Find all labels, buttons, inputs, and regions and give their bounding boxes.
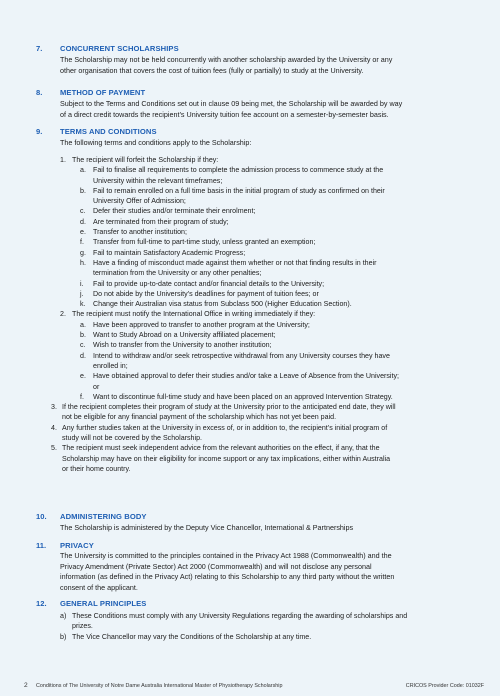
list-text: Want to Study Abroad on a University affiliated placement; <box>93 331 276 340</box>
list-item-line <box>60 351 480 361</box>
cricos-code: CRICOS Provider Code: 01032F <box>405 683 484 689</box>
list-text: Scholarship may have on their eligibility for income support or any tax implications, either within Australia <box>62 454 391 463</box>
list-text: Transfer from full-time to part-time study, unless granted an exemption; <box>93 238 316 247</box>
list-item-line <box>60 165 480 175</box>
list-marker: j. <box>80 289 84 298</box>
list-marker: 1. <box>60 156 66 164</box>
list-marker: b. <box>80 331 86 340</box>
list-item-line <box>60 289 480 299</box>
list-item-line <box>60 621 480 631</box>
list-item-line <box>60 611 480 621</box>
list-text: The Vice Chancellor may vary the Conditions of the Scholarship at any time. <box>72 632 312 641</box>
list-item-line <box>60 330 480 340</box>
list-item-line <box>60 155 480 165</box>
list-text: University within the relevant timeframes; <box>93 176 223 185</box>
list-marker: 2. <box>60 310 66 319</box>
list-text: Fail to maintain Satisfactory Academic Progress; <box>93 248 246 257</box>
list-item-line <box>60 454 480 464</box>
text-line: of a direct credit towards the recipient’s University tuition fee account on a semester-by-semester basis. <box>60 110 389 119</box>
list-text: not be eligible for any financial payment of the scholarship which has not yet been paid. <box>62 413 337 422</box>
section-heading: METHOD OF PAYMENT <box>60 88 146 97</box>
list-text: Intend to withdraw and/or seek retrospective withdrawal from any University courses they have <box>93 351 390 360</box>
list-item-line <box>60 371 480 381</box>
list-text: The recipient must notify the International Office in writing immediately if they: <box>72 310 316 319</box>
section-number: 8. <box>36 88 43 97</box>
list-text: If the recipient completes their program of study at the University prior to the anticipated end date, they will <box>62 403 396 412</box>
list-item-line <box>51 402 480 412</box>
footer-title: Conditions of The University of Notre Dame Australia International Master of Physiotherapy Scholarship <box>36 683 283 689</box>
list-text: Any further studies taken at the University in excess of, or in addition to, the recipient’s initial program of <box>62 423 388 432</box>
section-body <box>60 522 460 533</box>
list-marker: c. <box>80 341 86 350</box>
section-number: 7. <box>36 44 43 53</box>
list-text: Fail to provide up-to-date contact and/or financial details to the University; <box>93 279 325 288</box>
list-item-line <box>60 433 480 443</box>
list-text: Are terminated from their program of study; <box>93 217 229 226</box>
list-item-line <box>60 279 480 289</box>
list-marker: a. <box>80 320 86 329</box>
section-number: 9. <box>36 127 43 136</box>
list-text: The recipient will forfeit the Scholarship if they: <box>72 156 219 164</box>
text-line: Subject to the Terms and Conditions set out in clause 09 being met, the Scholarship will be awarded by way <box>60 99 403 108</box>
list-item-line <box>60 382 480 392</box>
section-body <box>60 54 460 76</box>
list-item-line <box>60 248 480 258</box>
list-text: prizes. <box>72 622 93 631</box>
section-body <box>60 551 460 593</box>
list-marker: 5. <box>51 444 57 453</box>
text-line: The following terms and conditions apply to the Scholarship: <box>60 138 252 147</box>
list-text: Have been approved to transfer to another program at the University; <box>93 320 310 329</box>
section-heading: TERMS AND CONDITIONS <box>60 127 157 136</box>
list-item-line <box>60 258 480 268</box>
list-marker: 4. <box>51 423 57 432</box>
list-item-line <box>51 423 480 433</box>
list-text: termination from the University or any other penalties; <box>93 269 262 278</box>
section-heading: CONCURRENT SCHOLARSHIPS <box>60 44 179 53</box>
text-line: The University is committed to the principles contained in the Privacy Act 1988 (Commonwealth) and the <box>60 551 392 560</box>
list-item-line <box>60 299 480 309</box>
list-item-line <box>60 268 480 278</box>
list-item-line <box>60 176 480 186</box>
list-marker: e. <box>80 372 86 381</box>
list-text: Want to discontinue full-time study and have been placed on an approved Intervention Strategy. <box>93 392 393 401</box>
list-marker: d. <box>80 217 86 226</box>
section-number: 10. <box>36 512 47 521</box>
list-marker: a) <box>60 612 67 620</box>
list-marker: e. <box>80 228 86 237</box>
list-item-line <box>60 237 480 247</box>
list-item-line <box>60 464 480 474</box>
list-marker: f. <box>80 238 84 247</box>
list-marker: b. <box>80 186 86 195</box>
list-marker: i. <box>80 279 84 288</box>
list-text: Defer their studies and/or terminate their enrolment; <box>93 207 256 216</box>
list-item-line <box>60 632 480 642</box>
list-text: These Conditions must comply with any University Regulations regarding the awarding of scholarships and <box>72 612 408 620</box>
list-item-line <box>60 392 480 402</box>
list-text: Transfer to another institution; <box>93 228 187 237</box>
list-item-line <box>51 443 480 453</box>
list-text: Fail to remain enrolled on a full time basis in the initial program of study as confirmed on their <box>93 186 385 195</box>
list-text: Wish to transfer from the University to another institution; <box>93 341 272 350</box>
section-body <box>60 137 460 148</box>
text-line: consent of the applicant. <box>60 582 138 592</box>
section-body <box>60 98 460 120</box>
list-item-line <box>60 412 480 422</box>
list-marker: a. <box>80 166 86 175</box>
list-item-line <box>60 217 480 227</box>
list-marker: d. <box>80 351 86 360</box>
section-number: 11. <box>36 541 47 550</box>
list-text: Have a finding of misconduct made against them whether or not that finding results in their <box>93 258 377 267</box>
list-item-line <box>60 206 480 216</box>
list-marker: k. <box>80 300 86 309</box>
list-text: or <box>93 382 100 391</box>
list-item-line <box>60 309 480 319</box>
list-marker: 3. <box>51 403 57 412</box>
list-item-line <box>60 340 480 350</box>
list-text: The recipient must seek independent advice from the relevant authorities on the effect, if any, that the <box>62 444 380 453</box>
text-line: Privacy Amendment (Private Sector) Act 2000 (Commonwealth) and will not disclose any personal <box>60 561 372 571</box>
list-text: University Offer of Admission; <box>93 197 186 206</box>
section-heading: ADMINISTERING BODY <box>60 512 147 521</box>
principles-list <box>60 611 480 642</box>
list-marker: f. <box>80 392 84 401</box>
list-item-line <box>60 186 480 196</box>
section-heading: PRIVACY <box>60 541 94 550</box>
list-marker: h. <box>80 258 86 267</box>
list-item-line <box>60 227 480 237</box>
list-item-line <box>60 320 480 330</box>
list-text: Change their Australian visa status from Subclass 500 (Higher Education Section). <box>93 300 352 309</box>
list-text: Have obtained approval to defer their studies and/or take a Leave of Absence from the University; <box>93 372 399 381</box>
list-item-line <box>60 361 480 371</box>
list-text: enrolled in; <box>93 361 128 370</box>
list-marker: b) <box>60 632 67 641</box>
text-line: The Scholarship is administered by the Deputy Vice Chancellor, International & Partnerships <box>60 523 354 532</box>
list-text: Fail to finalise all requirements to complete the admission process to commence study at the <box>93 166 384 175</box>
list-text: Do not abide by the University’s deadlines for payment of tuition fees; or <box>93 289 319 298</box>
text-line: information (as defined in the Privacy Act) relating to this Scholarship to any third party without the written <box>60 572 395 581</box>
text-line: other organisation that covers the cost of tuition fees (fully or partially) to study at the University. <box>60 66 364 75</box>
list-text: study will not be covered by the Scholarship. <box>62 434 202 443</box>
terms-list <box>51 155 480 474</box>
list-text: or their home country. <box>62 464 131 473</box>
section-heading: GENERAL PRINCIPLES <box>60 599 147 608</box>
section-number: 12. <box>36 599 47 608</box>
list-marker: g. <box>80 248 86 257</box>
list-item-line <box>60 196 480 206</box>
list-marker: c. <box>80 207 86 216</box>
text-line: The Scholarship may not be held concurrently with another scholarship awarded by the University or any <box>60 55 393 64</box>
page-number: 2 <box>24 682 28 689</box>
